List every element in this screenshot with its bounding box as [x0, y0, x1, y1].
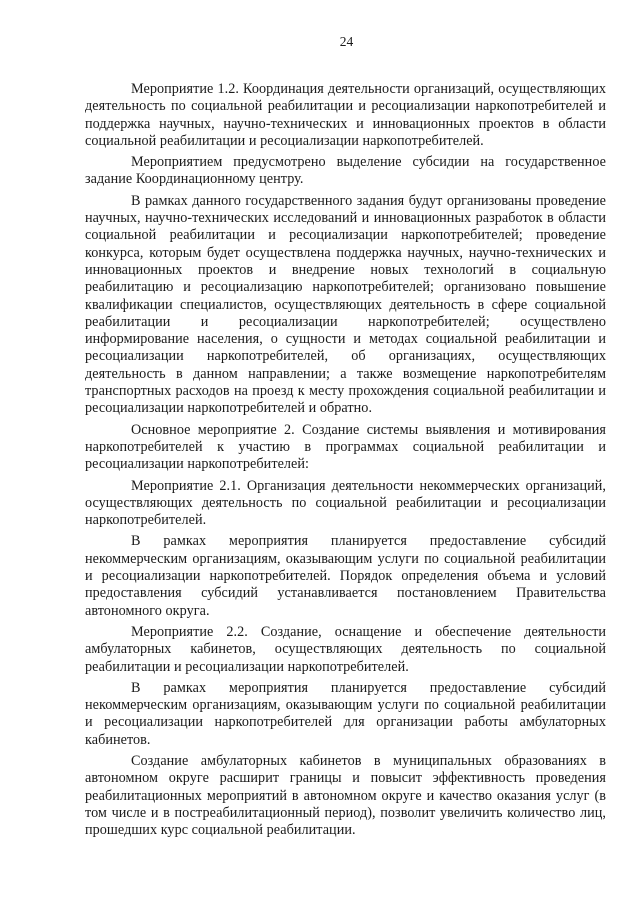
- paragraph-state-assignment: В рамках данного государственного задания будут организованы проведение научных, научно-технических исследований и инновационных разработок в области социальной реабилитации и ресоциализации наркопотребителей; проведение конкурса, которым будет осуществлена поддержка научных, научно-технических и инновационных проектов и внедрение новых технологий в социальную реабилитацию и ресоциализацию наркопотребителей; организовано повышение квалификации специалистов, осуществляющих деятельность в сфере социальной реабилитации и ресоциализации наркопотребителей; осуществлено информирование населения, о сущности и методах социальной реабилитации и ресоциализации наркопотребителей, об организациях, осуществляющих деятельность в данном направлении; а также возмещение наркопотребителям транспортных расходов на проезд к месту прохождения социальной реабилитации и ресоциализации наркопотребителей и обратно.: [85, 192, 606, 417]
- paragraph-subsidy-coordination-center: Мероприятием предусмотрено выделение субсидии на государственное задание Координационному центру.: [85, 154, 606, 188]
- paragraph-measure-2-2: Мероприятие 2.2. Создание, оснащение и обеспечение деятельности амбулаторных кабинетов, осуществляющих деятельность по социальной реабилитации и ресоциализации наркопотребителей.: [85, 623, 606, 675]
- page-number: 24: [339, 34, 354, 49]
- paragraph-ambulatory-offices: Создание амбулаторных кабинетов в муниципальных образованиях в автономном округе расширит границы и повысит эффективность проведения реабилитационных мероприятий в автономном округе и качество оказания услуг (в том числе и в постреабилитационный период), позволит увеличить количество лиц, прошедших курс социальной реабилитации.: [85, 752, 606, 839]
- paragraph-subsidies-nko: В рамках мероприятия планируется предоставление субсидий некоммерческим организациям, оказывающим услуги по социальной реабилитации и ресоциализации наркопотребителей. Порядок определения объема и условий предоставления субсидий устанавливается постановлением Правительства автономного округа.: [85, 533, 606, 619]
- paragraph-measure-1-2: Мероприятие 1.2. Координация деятельности организаций, осуществляющих деятельность по социальной реабилитации и ресоциализации наркопотребителей и поддержка научных, научно-технических и инновационных проектов в области социальной реабилитации и ресоциализации наркопотребителей.: [85, 81, 606, 149]
- paragraph-measure-2-1: Мероприятие 2.1. Организация деятельности некоммерческих организаций, осуществляющих деятельность по социальной реабилитации и ресоциализации наркопотребителей.: [85, 477, 606, 529]
- paragraph-main-measure-2: Основное мероприятие 2. Создание системы выявления и мотивирования наркопотребителей к участию в программах социальной реабилитации и ресоциализации наркопотребителей:: [85, 421, 606, 473]
- paragraph-subsidies-ambulatory: В рамках мероприятия планируется предоставление субсидий некоммерческим организациям, оказывающим услуги по социальной реабилитации и ресоциализации наркопотребителей для организации работы амбулаторных кабинетов.: [85, 679, 606, 748]
